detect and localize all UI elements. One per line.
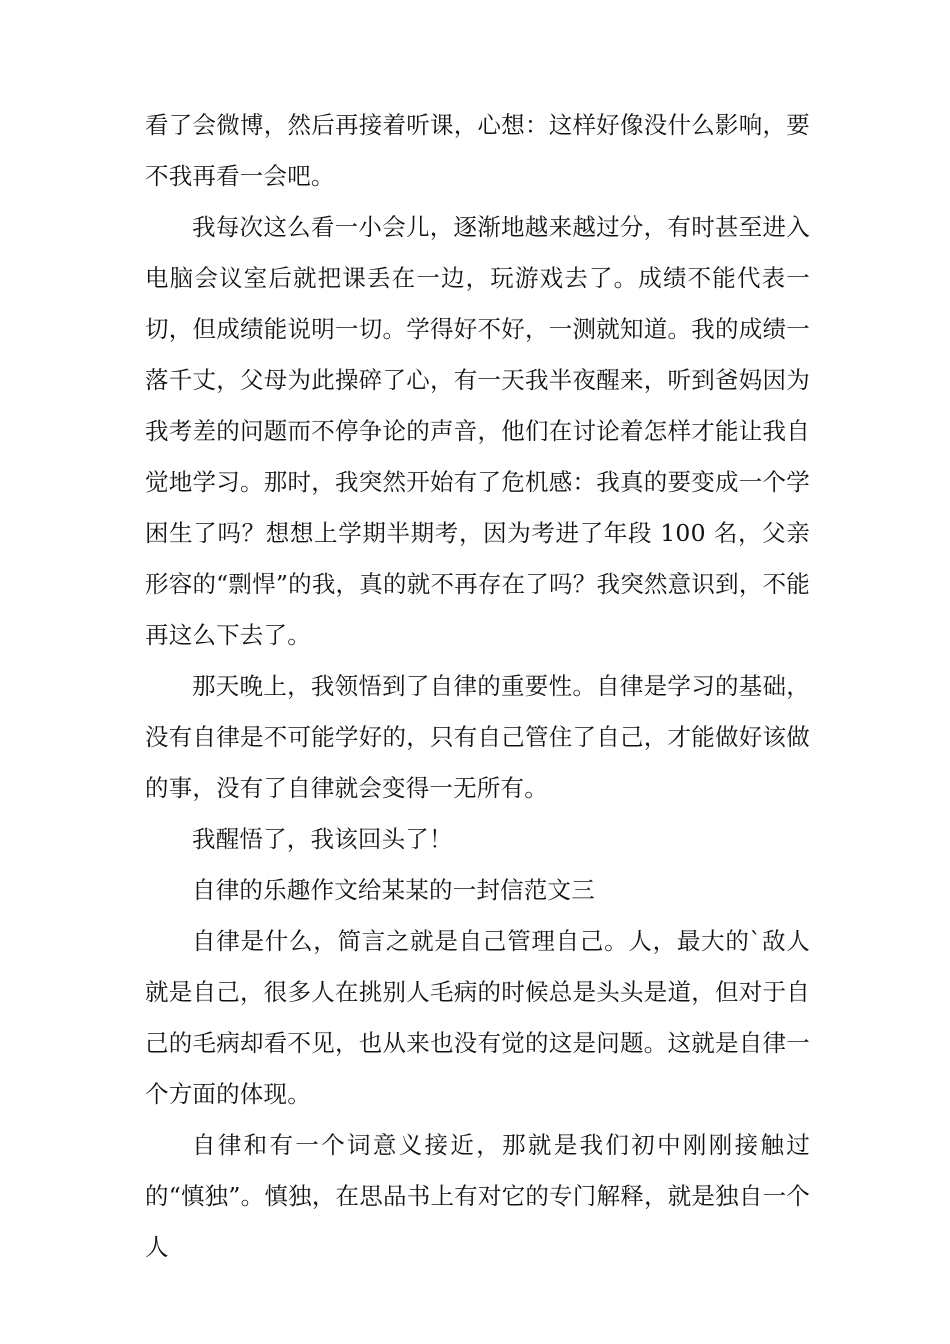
paragraph-1: 看了会微博，然后再接着听课，心想：这样好像没什么影响，要不我再看一会吧。 xyxy=(145,111,810,190)
paragraph-6: 自律和有一个词意义接近，那就是我们初中刚刚接触过的“慎独”。慎独，在思品书上有对它的专门解释，就是独自一个人 xyxy=(145,1131,810,1261)
document-body xyxy=(145,100,810,1273)
paragraph-4: 我醒悟了，我该回头了！ xyxy=(192,825,453,853)
paragraph-3: 那天晚上，我领悟到了自律的重要性。自律是学习的基础，没有自律是不可能学好的，只有自己管住了自己，才能做好该做的事，没有了自律就会变得一无所有。 xyxy=(145,672,810,802)
section-title: 自律的乐趣作文给某某的一封信范文三 xyxy=(192,876,595,904)
paragraph-2: 我每次这么看一小会儿，逐渐地越来越过分，有时甚至进入电脑会议室后就把课丢在一边，玩游戏去了。成绩不能代表一切，但成绩能说明一切。学得好不好，一测就知道。我的成绩一落千丈，父母为此操碎了心，有一天我半夜醒来，听到爸妈因为我考差的问题而不停争论的声音，他们在讨论着怎样才能让我自觉地学习。那时，我突然开始有了危机感：我真的要变成一个学困生了吗？想想上学期半期考，因为考进了年段 100 名，父亲形容的“剽悍”的我，真的就不再存在了吗？我突然意识到，不能再这么下去了。 xyxy=(145,213,810,649)
paragraph-5: 自律是什么，简言之就是自己管理自己。人，最大的`敌人就是自己，很多人在挑别人毛病的时候总是头头是道，但对于自己的毛病却看不见，也从来也没有觉的这是问题。这就是自律一个方面的体现。 xyxy=(145,927,810,1108)
